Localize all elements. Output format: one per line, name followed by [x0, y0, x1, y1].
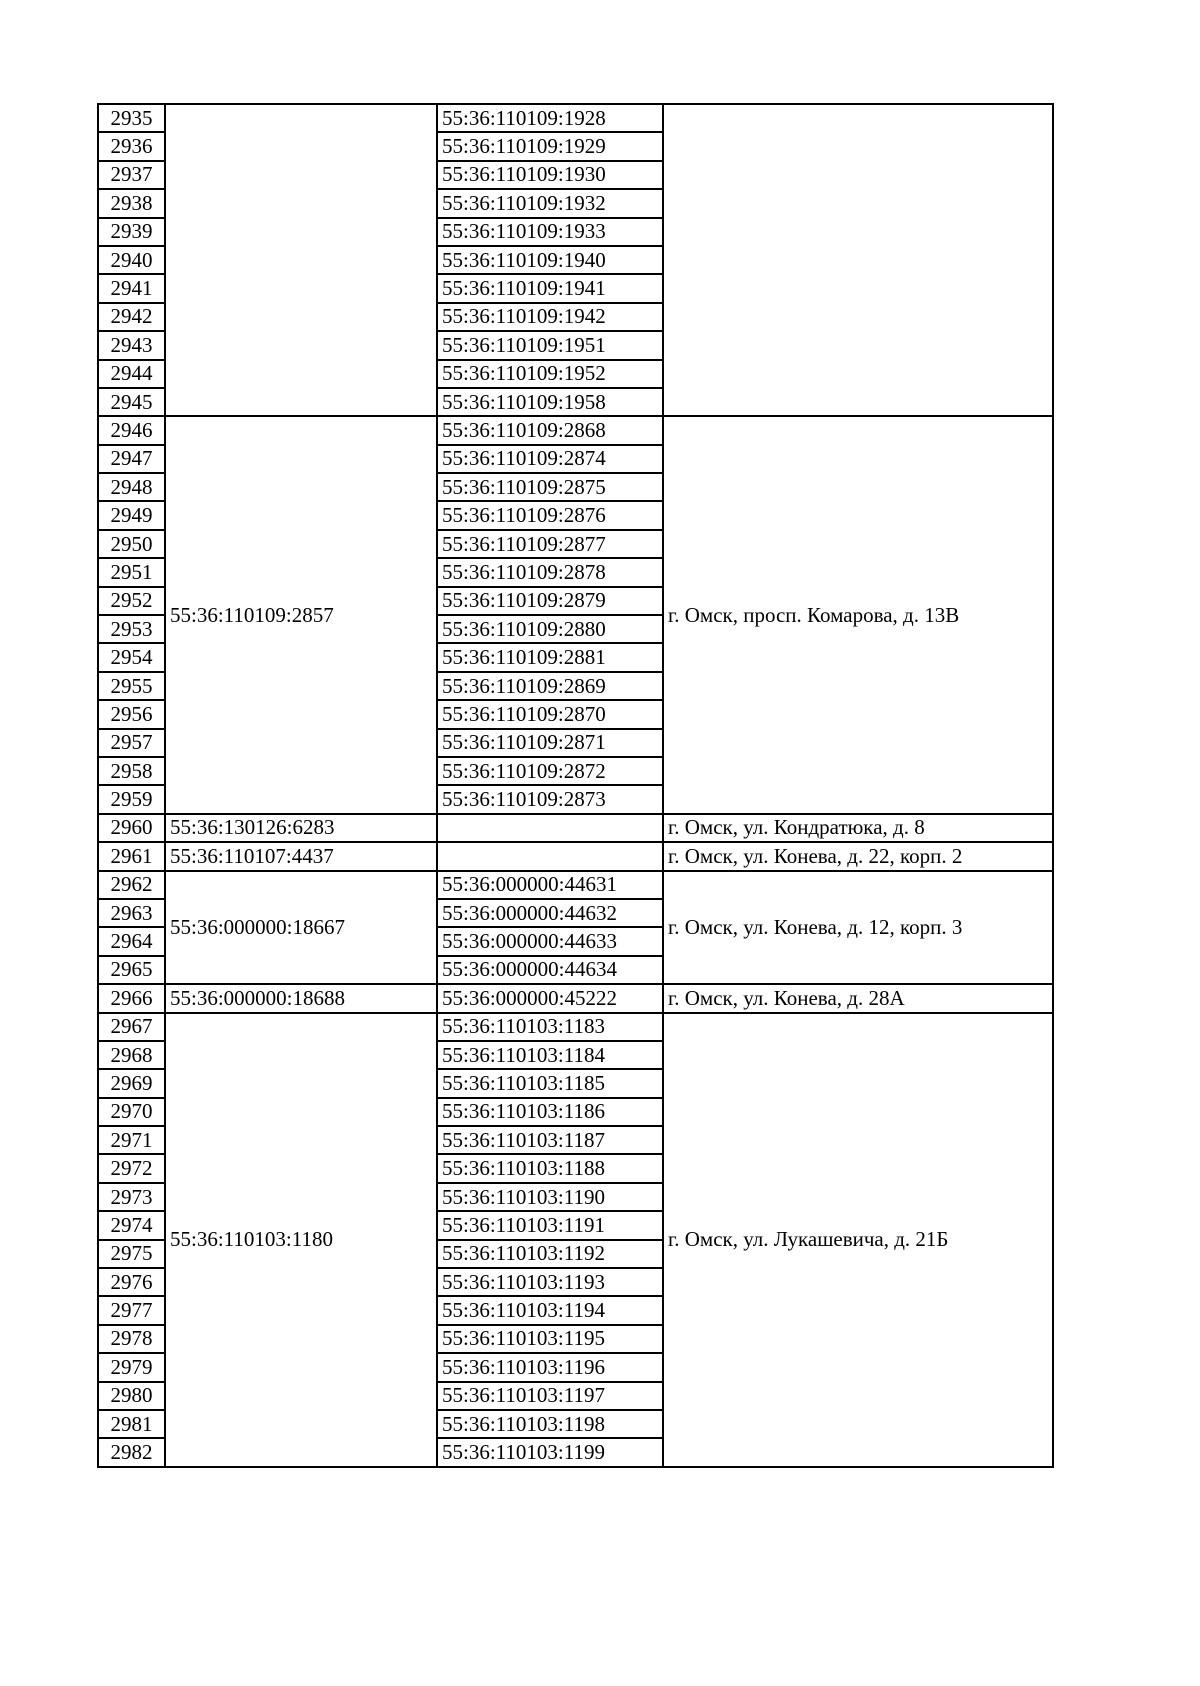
room-cadastral-number: 55:36:110109:1958	[437, 388, 663, 416]
parent-cadastral-number: 55:36:110107:4437	[165, 842, 437, 870]
row-number: 2941	[98, 274, 165, 302]
row-number: 2979	[98, 1353, 165, 1381]
row-number: 2956	[98, 700, 165, 728]
row-number: 2935	[98, 104, 165, 132]
row-number: 2960	[98, 814, 165, 842]
row-number: 2944	[98, 360, 165, 388]
room-cadastral-number: 55:36:110109:1928	[437, 104, 663, 132]
address-cell	[663, 104, 1053, 416]
room-cadastral-number: 55:36:110109:2872	[437, 757, 663, 785]
room-cadastral-number: 55:36:110103:1199	[437, 1438, 663, 1466]
room-cadastral-number: 55:36:000000:45222	[437, 984, 663, 1012]
parent-cadastral-number: 55:36:110103:1180	[165, 1013, 437, 1467]
room-cadastral-number: 55:36:000000:44631	[437, 871, 663, 899]
table-body	[98, 104, 1053, 1467]
room-cadastral-number: 55:36:110103:1190	[437, 1183, 663, 1211]
room-cadastral-number: 55:36:110109:1930	[437, 161, 663, 189]
room-cadastral-number: 55:36:110109:1942	[437, 303, 663, 331]
table-row	[98, 871, 1053, 899]
room-cadastral-number: 55:36:110103:1188	[437, 1154, 663, 1182]
row-number: 2954	[98, 643, 165, 671]
row-number: 2969	[98, 1069, 165, 1097]
room-cadastral-number: 55:36:110103:1184	[437, 1041, 663, 1069]
row-number: 2953	[98, 615, 165, 643]
room-cadastral-number: 55:36:110109:1932	[437, 189, 663, 217]
room-cadastral-number: 55:36:110109:2876	[437, 501, 663, 529]
room-cadastral-number: 55:36:110103:1198	[437, 1410, 663, 1438]
room-cadastral-number: 55:36:110109:1941	[437, 274, 663, 302]
parent-cadastral-number: 55:36:000000:18688	[165, 984, 437, 1012]
row-number: 2939	[98, 218, 165, 246]
row-number: 2955	[98, 672, 165, 700]
room-cadastral-number: 55:36:110103:1185	[437, 1069, 663, 1097]
room-cadastral-number: 55:36:110103:1197	[437, 1382, 663, 1410]
row-number: 2951	[98, 558, 165, 586]
room-cadastral-number: 55:36:110109:2868	[437, 416, 663, 444]
room-cadastral-number: 55:36:110109:1951	[437, 331, 663, 359]
row-number: 2945	[98, 388, 165, 416]
parent-cadastral-number: 55:36:130126:6283	[165, 814, 437, 842]
room-cadastral-number: 55:36:110103:1191	[437, 1211, 663, 1239]
table-row	[98, 416, 1053, 444]
row-number: 2958	[98, 757, 165, 785]
row-number: 2961	[98, 842, 165, 870]
room-cadastral-number: 55:36:110109:2879	[437, 587, 663, 615]
room-cadastral-number: 55:36:000000:44633	[437, 927, 663, 955]
room-cadastral-number: 55:36:110109:2870	[437, 700, 663, 728]
row-number: 2942	[98, 303, 165, 331]
cadastral-table	[97, 103, 1054, 1468]
room-cadastral-number: 55:36:000000:44632	[437, 899, 663, 927]
row-number: 2976	[98, 1268, 165, 1296]
row-number: 2978	[98, 1325, 165, 1353]
table-row	[98, 1013, 1053, 1041]
row-number: 2965	[98, 956, 165, 984]
room-cadastral-number: 55:36:110109:2871	[437, 729, 663, 757]
row-number: 2936	[98, 132, 165, 160]
address-cell: г. Омск, ул. Лукашевича, д. 21Б	[663, 1013, 1053, 1467]
row-number: 2967	[98, 1013, 165, 1041]
row-number: 2937	[98, 161, 165, 189]
room-cadastral-number: 55:36:110109:2874	[437, 445, 663, 473]
row-number: 2968	[98, 1041, 165, 1069]
row-number: 2950	[98, 530, 165, 558]
address-cell: г. Омск, просп. Комарова, д. 13В	[663, 416, 1053, 813]
room-cadastral-number: 55:36:110103:1186	[437, 1098, 663, 1126]
parent-cadastral-number	[165, 104, 437, 416]
row-number: 2940	[98, 246, 165, 274]
room-cadastral-number: 55:36:110109:1940	[437, 246, 663, 274]
row-number: 2952	[98, 587, 165, 615]
row-number: 2980	[98, 1382, 165, 1410]
room-cadastral-number: 55:36:110103:1187	[437, 1126, 663, 1154]
room-cadastral-number: 55:36:110109:1933	[437, 218, 663, 246]
row-number: 2963	[98, 899, 165, 927]
row-number: 2938	[98, 189, 165, 217]
row-number: 2972	[98, 1154, 165, 1182]
room-cadastral-number	[437, 842, 663, 870]
room-cadastral-number: 55:36:110103:1194	[437, 1296, 663, 1324]
row-number: 2966	[98, 984, 165, 1012]
address-cell: г. Омск, ул. Кондратюка, д. 8	[663, 814, 1053, 842]
table-row	[98, 984, 1053, 1012]
room-cadastral-number	[437, 814, 663, 842]
row-number: 2970	[98, 1098, 165, 1126]
row-number: 2959	[98, 785, 165, 813]
room-cadastral-number: 55:36:110109:2877	[437, 530, 663, 558]
room-cadastral-number: 55:36:110109:1952	[437, 360, 663, 388]
address-cell: г. Омск, ул. Конева, д. 22, корп. 2	[663, 842, 1053, 870]
room-cadastral-number: 55:36:110103:1193	[437, 1268, 663, 1296]
room-cadastral-number: 55:36:110103:1195	[437, 1325, 663, 1353]
row-number: 2977	[98, 1296, 165, 1324]
table-row	[98, 814, 1053, 842]
room-cadastral-number: 55:36:000000:44634	[437, 956, 663, 984]
row-number: 2974	[98, 1211, 165, 1239]
row-number: 2948	[98, 473, 165, 501]
row-number: 2947	[98, 445, 165, 473]
parent-cadastral-number: 55:36:000000:18667	[165, 871, 437, 985]
room-cadastral-number: 55:36:110109:1929	[437, 132, 663, 160]
parent-cadastral-number: 55:36:110109:2857	[165, 416, 437, 813]
row-number: 2943	[98, 331, 165, 359]
row-number: 2982	[98, 1438, 165, 1466]
room-cadastral-number: 55:36:110109:2873	[437, 785, 663, 813]
table-row	[98, 104, 1053, 132]
room-cadastral-number: 55:36:110109:2875	[437, 473, 663, 501]
row-number: 2946	[98, 416, 165, 444]
row-number: 2962	[98, 871, 165, 899]
room-cadastral-number: 55:36:110109:2881	[437, 643, 663, 671]
row-number: 2964	[98, 927, 165, 955]
row-number: 2957	[98, 729, 165, 757]
address-cell: г. Омск, ул. Конева, д. 12, корп. 3	[663, 871, 1053, 985]
room-cadastral-number: 55:36:110103:1192	[437, 1240, 663, 1268]
table-row	[98, 842, 1053, 870]
row-number: 2949	[98, 501, 165, 529]
room-cadastral-number: 55:36:110103:1183	[437, 1013, 663, 1041]
row-number: 2981	[98, 1410, 165, 1438]
row-number: 2973	[98, 1183, 165, 1211]
row-number: 2975	[98, 1240, 165, 1268]
address-cell: г. Омск, ул. Конева, д. 28А	[663, 984, 1053, 1012]
room-cadastral-number: 55:36:110109:2878	[437, 558, 663, 586]
room-cadastral-number: 55:36:110109:2880	[437, 615, 663, 643]
room-cadastral-number: 55:36:110103:1196	[437, 1353, 663, 1381]
room-cadastral-number: 55:36:110109:2869	[437, 672, 663, 700]
row-number: 2971	[98, 1126, 165, 1154]
